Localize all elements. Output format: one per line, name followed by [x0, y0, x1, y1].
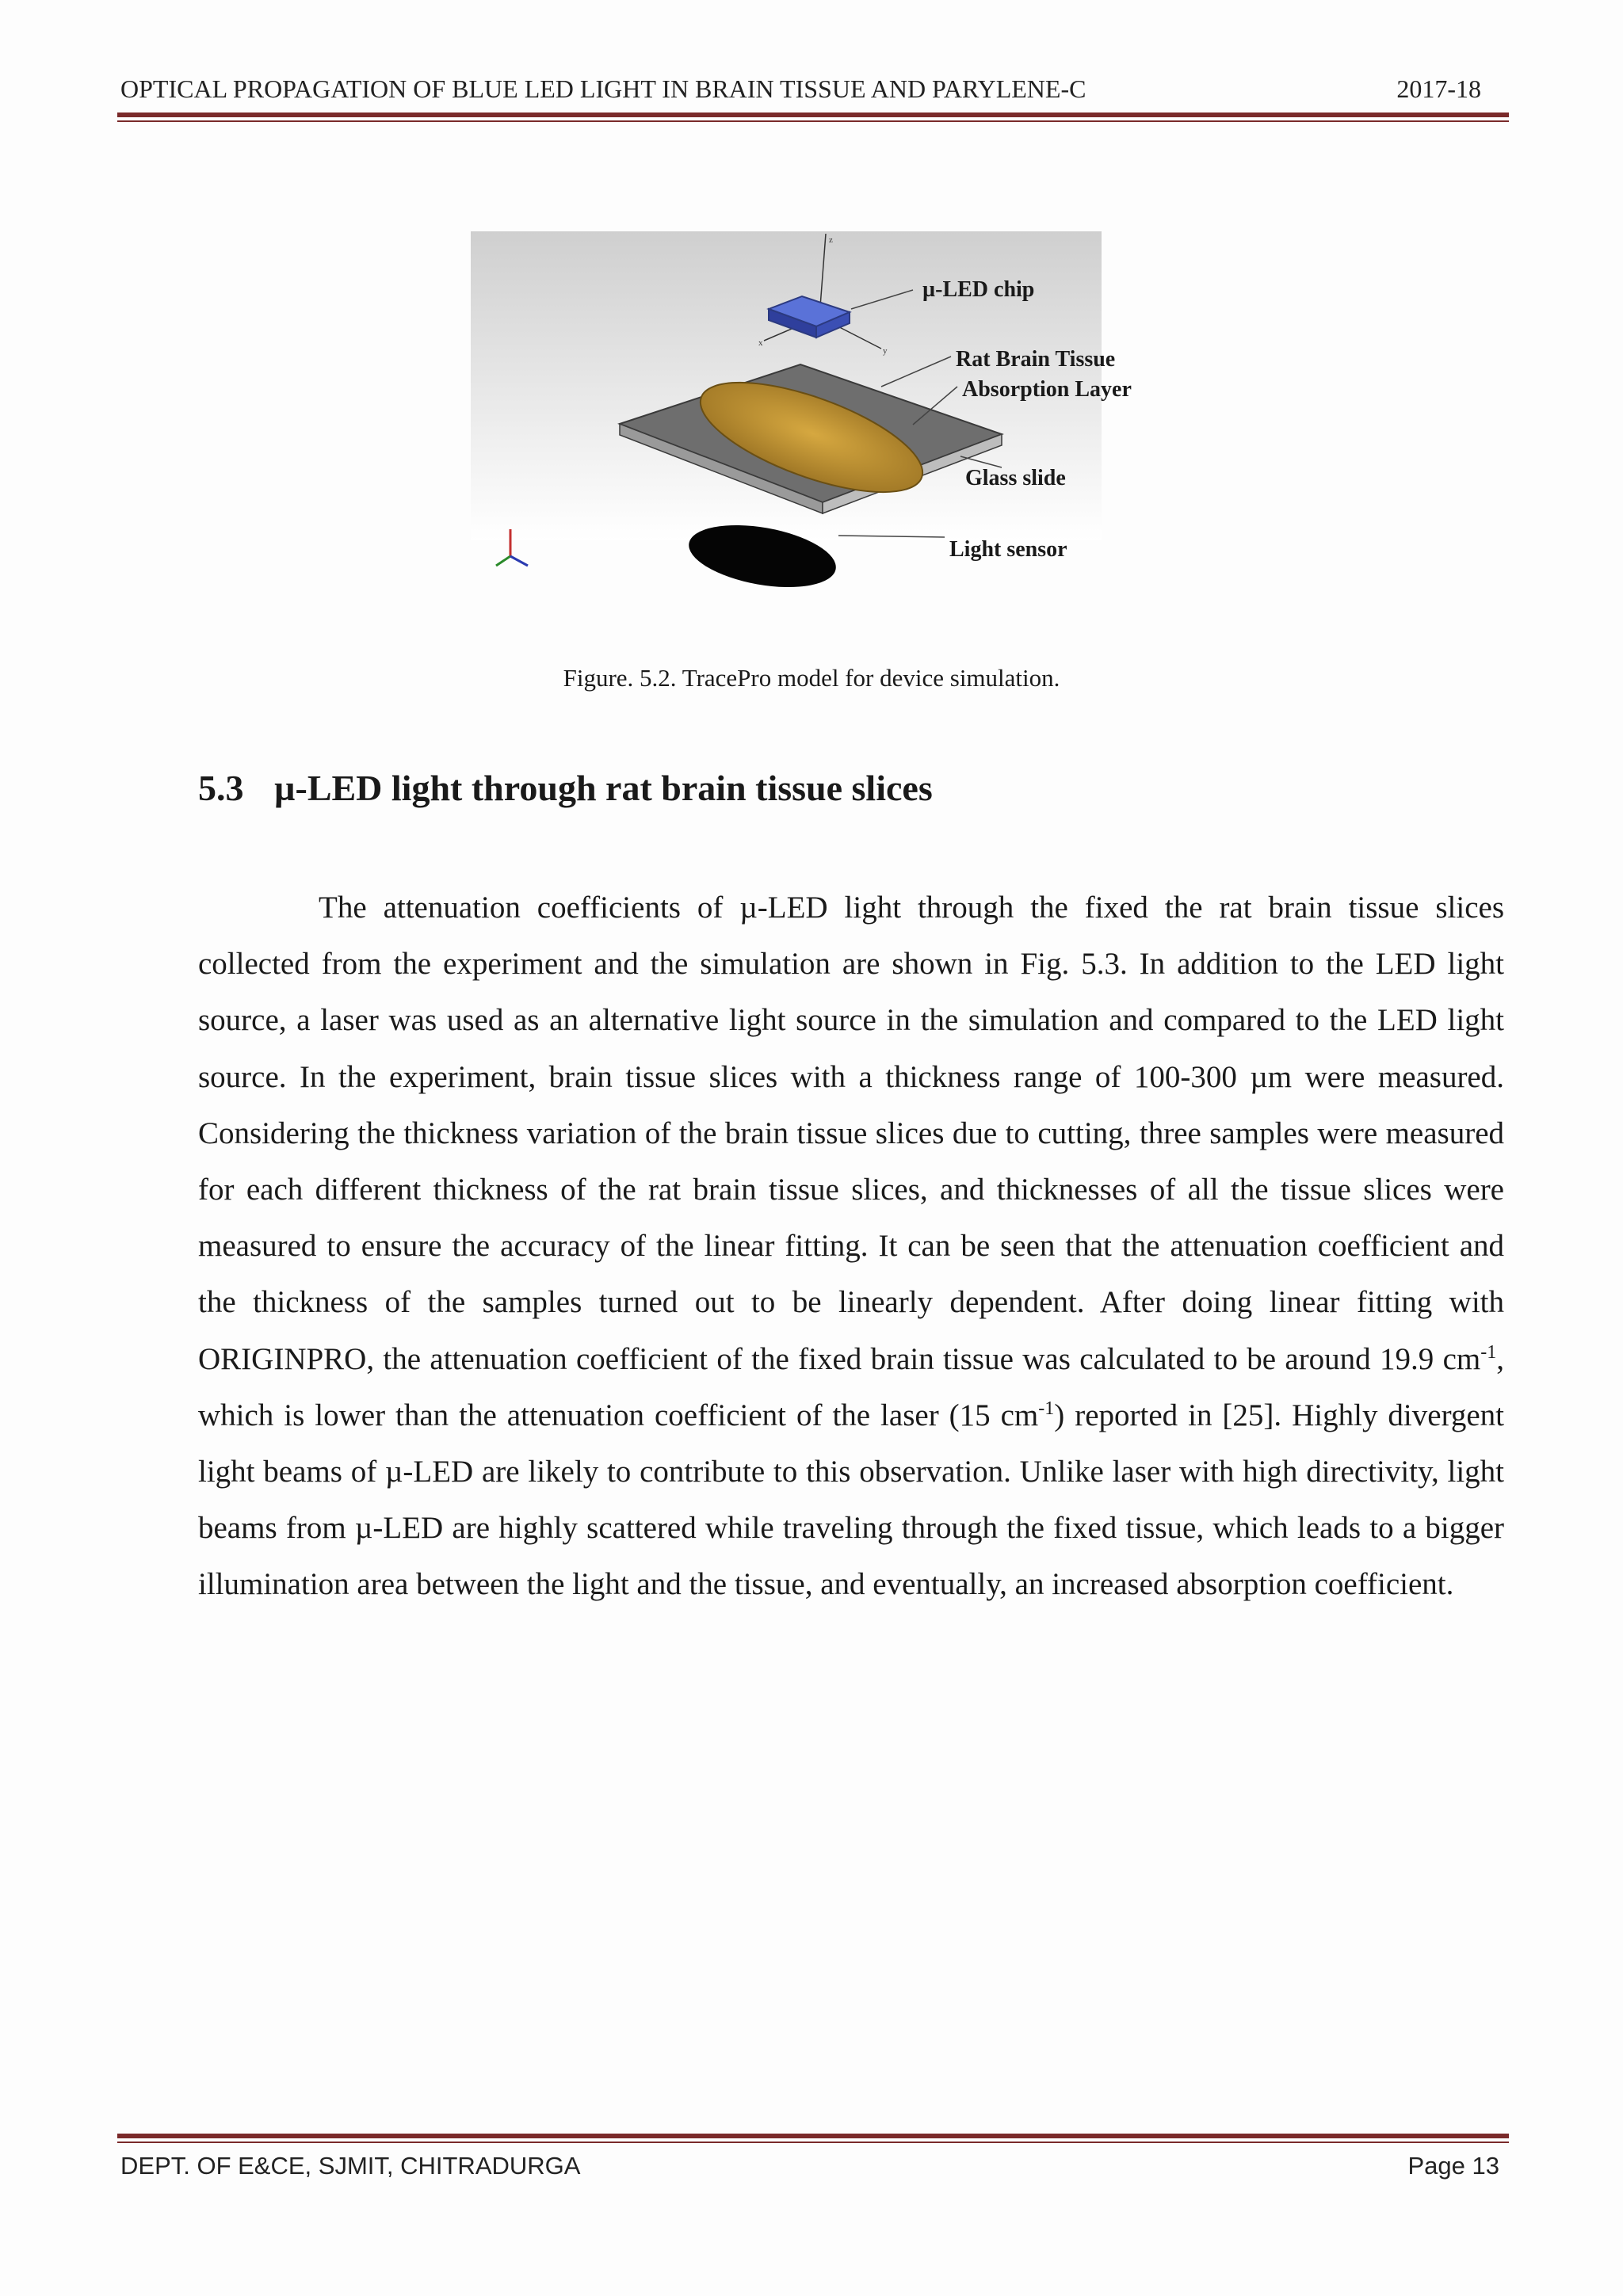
paragraph-text-2: , which is lower than the attenuation coefficient of the laser (15 cm [198, 1341, 1504, 1432]
label-absorption-layer: Absorption Layer [962, 377, 1132, 402]
label-glass-slide: Glass slide [965, 466, 1066, 490]
superscript-2: -1 [1038, 1398, 1055, 1419]
header-year: 2017-18 [1396, 74, 1481, 103]
z-axis-label: z [829, 235, 833, 245]
section-heading [198, 767, 933, 809]
superscript-1: -1 [1480, 1341, 1497, 1363]
tracepro-diagram [469, 230, 1135, 594]
footer-rule [117, 2134, 1509, 2143]
y-axis-label: y [883, 346, 888, 356]
label-led-chip: µ-LED chip [922, 277, 1035, 302]
header-title: OPTICAL PROPAGATION OF BLUE LED LIGHT IN BRAIN TISSUE AND PARYLENE-C [120, 74, 1086, 103]
tracepro-figure [469, 230, 1135, 594]
section-number: 5.3 [198, 768, 244, 808]
paragraph-text-1: The attenuation coefficients of µ-LED light through the fixed the rat brain tissue slices collected from the experiment and the simulation are shown in Fig. 5.3. In addition to the LED light source, a laser was used as an alternative light source in the simulation and compared to the LED light source. In the experiment, brain tissue slices with a thickness range of 100-300 µm were measured. Considering the thickness variation of the brain tissue slices due to cutting, three samples were measured for each different thickness of the rat brain tissue slices, and thicknesses of all the tissue slices were measured to ensure the accuracy of the linear fitting. It can be seen that the attenuation coefficient and the thickness of the samples turned out to be linearly dependent. After doing linear fitting with ORIGINPRO, the attenuation coefficient of the fixed brain tissue was calculated to be around 19.9 cm [198, 891, 1504, 1376]
x-axis-label: x [758, 338, 763, 348]
body-paragraph [198, 879, 1504, 1613]
label-light-sensor: Light sensor [949, 537, 1067, 562]
footer-department: DEPT. OF E&CE, SJMIT, CHITRADURGA [120, 2152, 581, 2180]
page-number: Page 13 [1407, 2152, 1499, 2180]
page-header [120, 74, 1495, 104]
paragraph-text-3: ) reported in [25]. Highly divergent light beams of µ-LED are likely to contribute to this observation. Unlike laser with high directivity, light beams from µ-LED are highly scattered while traveling through the fixed tissue, which leads to a bigger illumination area between the light and the tissue, and eventually, an increased absorption coefficient. [198, 1398, 1505, 1602]
page-footer [120, 2152, 1499, 2180]
figure-caption: Figure. 5.2. TracePro model for device simulation. [563, 664, 1060, 692]
header-rule [117, 113, 1509, 122]
label-rat-brain-tissue: Rat Brain Tissue [956, 347, 1116, 372]
section-title: µ-LED light through rat brain tissue slices [274, 768, 933, 808]
